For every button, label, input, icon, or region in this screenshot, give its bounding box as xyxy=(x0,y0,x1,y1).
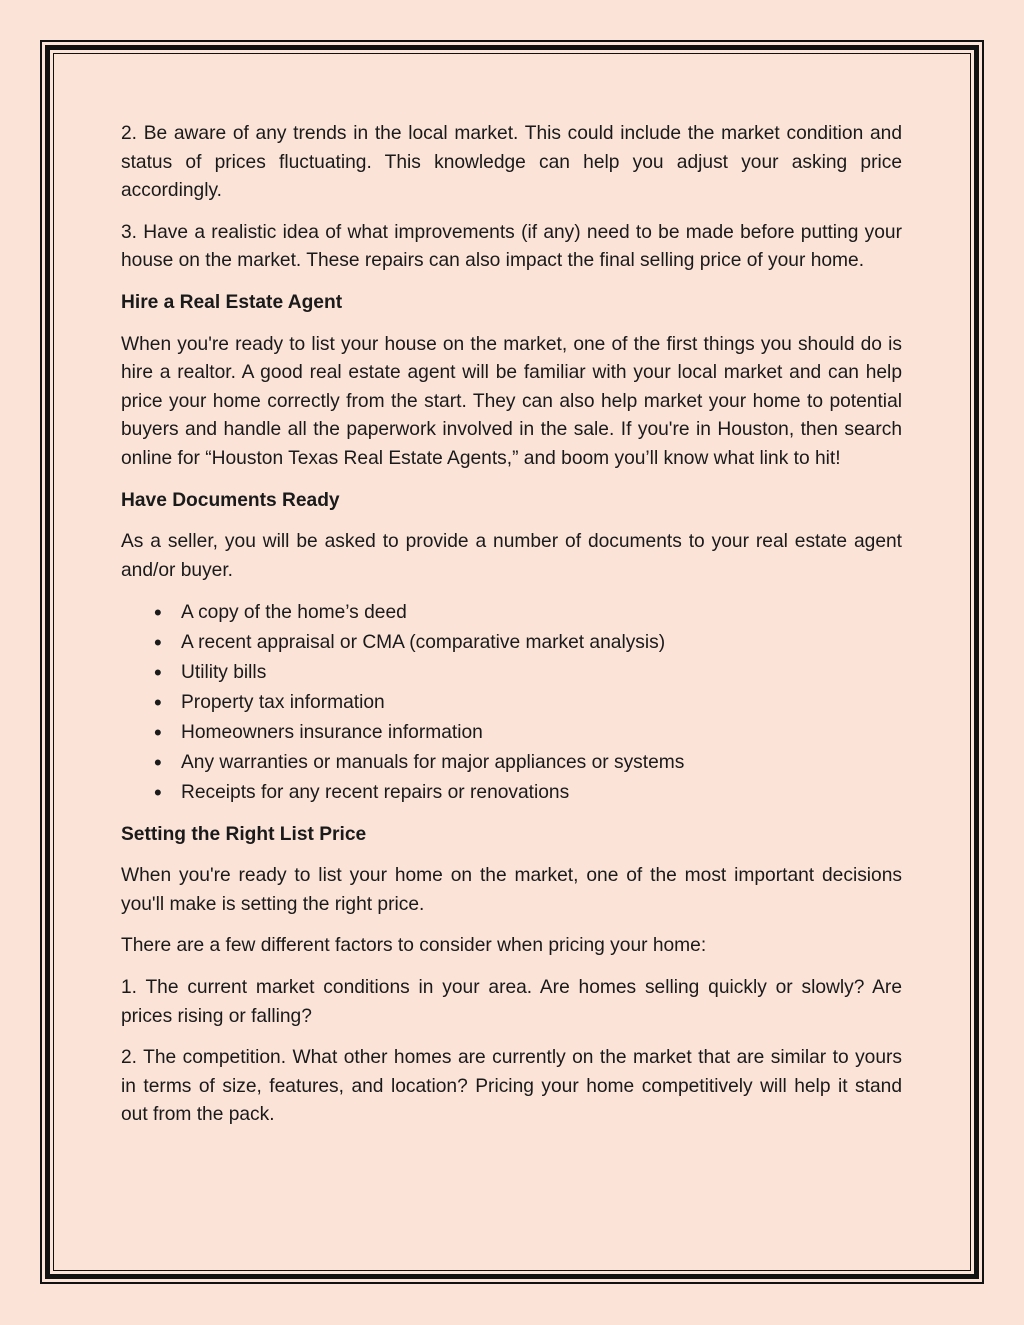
list-item-text: Property tax information xyxy=(181,692,385,714)
list-item-text: Any warranties or manuals for major appliances or systems xyxy=(181,751,685,773)
list-item-text: Homeowners insurance information xyxy=(181,721,483,743)
bullet-icon xyxy=(154,748,162,780)
paragraph-market-trends: 2. Be aware of any trends in the local market. This could include the market condition and status of prices fluctuating. This knowledge can help you adjust your asking price accordingly. xyxy=(121,123,902,202)
list-item xyxy=(121,598,902,628)
list-item xyxy=(121,748,902,778)
heading-hire-agent: Hire a Real Estate Agent xyxy=(121,291,343,313)
paragraph-pricing-factors: There are a few different factors to consider when pricing your home: xyxy=(121,935,707,957)
paragraph-improvements: 3. Have a realistic idea of what improvements (if any) need to be made before putting your house on the market. These repairs can also impact the final selling price of your home. xyxy=(121,221,902,272)
list-item-text: Utility bills xyxy=(181,662,267,684)
list-item xyxy=(121,718,902,748)
bullet-icon xyxy=(154,718,162,750)
heading-documents: Have Documents Ready xyxy=(121,489,340,511)
bullet-icon xyxy=(154,778,162,810)
bullet-icon xyxy=(154,628,162,660)
document-body xyxy=(121,120,902,1143)
paragraph-market-conditions: 1. The current market conditions in your area. Are homes selling quickly or slowly? Are prices rising or falling? xyxy=(121,977,902,1027)
list-item-text: A copy of the home’s deed xyxy=(181,602,407,624)
list-item-text: Receipts for any recent repairs or renovations xyxy=(181,781,570,803)
bullet-icon xyxy=(154,598,162,630)
paragraph-list-price-intro: When you're ready to list your home on the market, one of the most important decisions you'll make is setting the right price. xyxy=(121,865,902,915)
documents-list xyxy=(121,598,902,807)
paragraph-competition: 2. The competition. What other homes are currently on the market that are similar to yours in terms of size, features, and location? Pricing your home competitively will help it stand out from the pack. xyxy=(121,1047,902,1126)
list-item xyxy=(121,778,902,808)
list-item xyxy=(121,688,902,718)
bullet-icon xyxy=(154,688,162,720)
bullet-icon xyxy=(154,658,162,690)
list-item xyxy=(121,658,902,688)
paragraph-documents-intro: As a seller, you will be asked to provide a number of documents to your real estate agent and/or buyer. xyxy=(121,531,902,581)
paragraph-hire-agent: When you're ready to list your house on the market, one of the first things you should do is hire a realtor. A good real estate agent will be familiar with your local market and can help price your home correctly from the start. They can also help market your home to potential buyers and handle all the paperwork involved in the sale. If you're in Houston, then search online for “Houston Texas Real Estate Agents,” and boom you’ll know what link to hit! xyxy=(121,333,902,469)
list-item xyxy=(121,628,902,658)
heading-list-price: Setting the Right List Price xyxy=(121,823,367,845)
list-item-text: A recent appraisal or CMA (comparative market analysis) xyxy=(181,632,666,654)
